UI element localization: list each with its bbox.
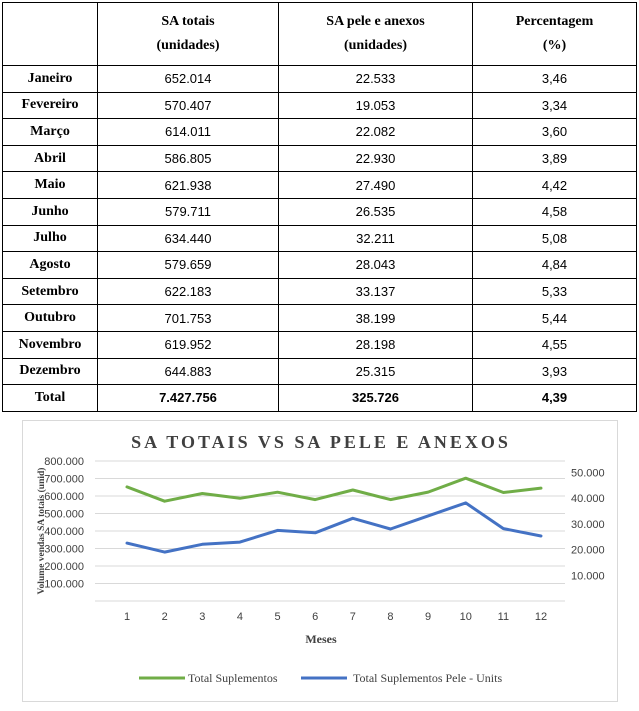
x-tick-label: 8 [387, 611, 394, 623]
month-cell: Fevereiro [3, 92, 98, 119]
y-left-tick-label: 200.000 [44, 561, 84, 573]
data-table [2, 2, 637, 412]
pele-cell: 28.043 [279, 252, 473, 279]
table-header-cell [3, 3, 98, 66]
series-line-total-suplementos [127, 478, 541, 501]
percent-cell: 5,44 [473, 305, 637, 332]
table-row [3, 305, 637, 332]
line-chart [23, 421, 619, 703]
table-row [3, 252, 637, 279]
table-header-cell: SA totais (unidades) [98, 3, 279, 66]
x-tick-label: 10 [459, 611, 472, 623]
y-right-tick-label: 10.000 [571, 570, 605, 583]
table-row [3, 198, 637, 225]
pele-cell: 22.082 [279, 119, 473, 146]
total-cell: 7.427.756 [98, 385, 279, 412]
total-cell: 619.952 [98, 331, 279, 358]
y-right-tick-label: 40.000 [571, 493, 605, 506]
table-row [3, 225, 637, 252]
x-tick-label: 5 [274, 611, 281, 623]
month-cell: Dezembro [3, 358, 98, 385]
x-tick-label: 9 [425, 611, 432, 623]
x-tick-label: 7 [349, 611, 356, 623]
y-left-tick-label: 100.000 [44, 578, 84, 591]
total-cell: 652.014 [98, 66, 279, 93]
month-cell: Total [3, 385, 98, 412]
pele-cell: 22.533 [279, 66, 473, 93]
y-left-tick-label: 500.000 [44, 508, 84, 521]
x-tick-label: 11 [497, 611, 510, 623]
month-cell: Outubro [3, 305, 98, 332]
series-line-suplementos-pele [127, 503, 541, 552]
pele-cell: 27.490 [279, 172, 473, 199]
percent-cell: 4,58 [473, 198, 637, 225]
percent-cell: 3,60 [473, 119, 637, 146]
legend-label-pele: Total Suplementos Pele - Units [353, 671, 503, 685]
total-cell: 586.805 [98, 145, 279, 172]
month-cell: Abril [3, 145, 98, 172]
month-cell: Setembro [3, 278, 98, 305]
month-cell: Novembro [3, 331, 98, 358]
y-axis-label: Volume vendas SA totais (unid) [37, 467, 47, 595]
x-tick-label: 6 [312, 611, 319, 623]
pele-cell: 19.053 [279, 92, 473, 119]
percent-cell: 3,93 [473, 358, 637, 385]
month-cell: Julho [3, 225, 98, 252]
y-right-tick-label: 50.000 [571, 467, 605, 480]
month-cell: Março [3, 119, 98, 146]
y-left-tick-label: 700.000 [44, 473, 84, 486]
table-row [3, 385, 637, 412]
total-cell: 634.440 [98, 225, 279, 252]
pele-cell: 28.198 [279, 331, 473, 358]
total-cell: 570.407 [98, 92, 279, 119]
percent-cell: 5,08 [473, 225, 637, 252]
month-cell: Junho [3, 198, 98, 225]
pele-cell: 25.315 [279, 358, 473, 385]
chart-container [22, 420, 618, 702]
table-header-row [3, 3, 637, 66]
y-left-tick-label: 400.000 [44, 526, 84, 538]
total-cell: 644.883 [98, 358, 279, 385]
chart-title: SA TOTAIS VS SA PELE E ANEXOS [131, 432, 511, 452]
y-left-tick-label: 300.000 [44, 543, 84, 556]
table-header-cell: SA pele e anexos (unidades) [279, 3, 473, 66]
percent-cell: 3,89 [473, 145, 637, 172]
x-tick-label: 1 [123, 611, 131, 623]
x-tick-label: 4 [236, 611, 243, 623]
y-left-tick-label: 600.000 [44, 491, 84, 503]
month-cell: Janeiro [3, 66, 98, 93]
table-row [3, 358, 637, 385]
pele-cell: 22.930 [279, 145, 473, 172]
pele-cell: 38.199 [279, 305, 473, 332]
month-cell: Agosto [3, 252, 98, 279]
table-row [3, 331, 637, 358]
percent-cell: 3,46 [473, 66, 637, 93]
pele-cell: 26.535 [279, 198, 473, 225]
percent-cell: 4,42 [473, 172, 637, 199]
table-header-cell: Percentagem (%) [473, 3, 637, 66]
x-axis-label: Meses [305, 632, 337, 646]
table-row [3, 145, 637, 172]
total-cell: 614.011 [98, 119, 279, 146]
total-cell: 621.938 [98, 172, 279, 199]
percent-cell: 5,33 [473, 278, 637, 305]
total-cell: 579.659 [98, 252, 279, 279]
table-row [3, 119, 637, 146]
pele-cell: 33.137 [279, 278, 473, 305]
total-cell: 622.183 [98, 278, 279, 305]
total-cell: 579.711 [98, 198, 279, 225]
month-cell: Maio [3, 172, 98, 199]
x-tick-label: 2 [161, 611, 168, 623]
percent-cell: 4,55 [473, 331, 637, 358]
x-tick-label: 12 [534, 611, 548, 623]
y-right-tick-label: 30.000 [571, 518, 605, 531]
pele-cell: 32.211 [279, 225, 473, 252]
percent-cell: 4,39 [473, 385, 637, 412]
y-left-tick-label: 800.000 [44, 456, 84, 468]
legend-label-total: Total Suplementos [188, 671, 278, 685]
table-row [3, 92, 637, 119]
table-row [3, 66, 637, 93]
total-cell: 701.753 [98, 305, 279, 332]
percent-cell: 4,84 [473, 252, 637, 279]
y-right-tick-label: 20.000 [571, 544, 605, 557]
x-tick-label: 3 [199, 611, 206, 623]
pele-cell: 325.726 [279, 385, 473, 412]
percent-cell: 3,34 [473, 92, 637, 119]
table-row [3, 278, 637, 305]
table-row [3, 172, 637, 199]
